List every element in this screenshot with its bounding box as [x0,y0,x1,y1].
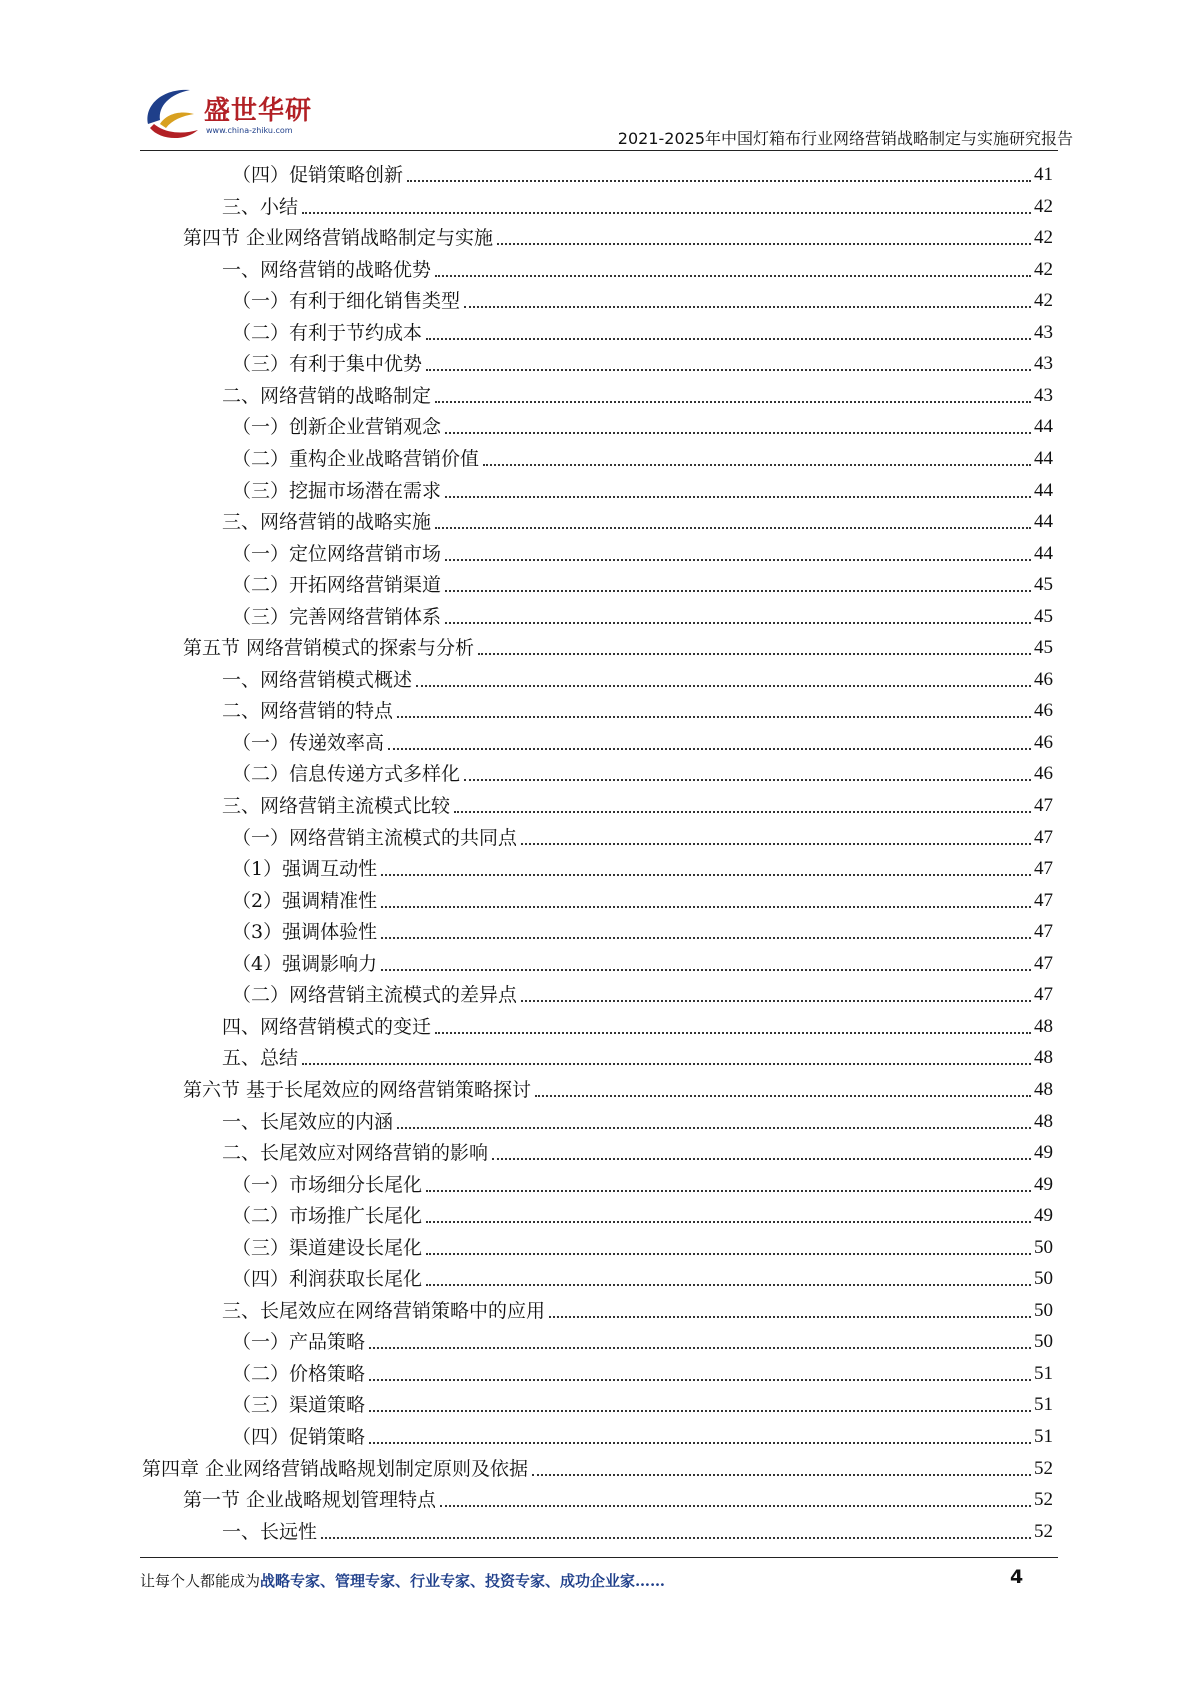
toc-entry-page: 50 [1034,1299,1053,1321]
toc-dot-leader [445,432,1031,434]
toc-entry-page: 52 [1034,1489,1053,1511]
toc-entry-label: （三）渠道建设长尾化 [232,1236,423,1259]
page-number: 4 [1010,1566,1024,1588]
toc-entry[interactable] [232,539,1053,569]
toc-dot-leader [388,748,1031,750]
toc-dot-leader [445,622,1031,624]
toc-entry-label: 三、网络营销的战略实施 [222,511,432,534]
toc-dot-leader [381,874,1031,876]
toc-entry[interactable] [232,854,1053,884]
toc-entry[interactable] [232,759,1053,789]
toc-entry-page: 44 [1034,511,1053,533]
toc-dot-leader [369,1379,1031,1381]
toc-entry[interactable] [232,160,1053,190]
toc-entry-page: 49 [1034,1173,1053,1195]
toc-dot-leader [369,1442,1031,1444]
company-logo [140,84,320,146]
toc-entry-label: 三、长尾效应在网络营销策略中的应用 [222,1299,546,1322]
toc-entry-label: （二）重构企业战略营销价值 [232,447,480,470]
toc-entry-page: 51 [1034,1426,1053,1447]
toc-entry-label: （四）促销策略创新 [232,164,404,186]
toc-entry[interactable] [222,1138,1053,1168]
toc-entry[interactable] [232,570,1053,600]
toc-dot-leader [426,1253,1031,1255]
toc-entry[interactable] [222,1296,1053,1326]
toc-entry-label: （三）完善网络营销体系 [232,605,442,628]
toc-dot-leader [454,811,1031,813]
toc-entry[interactable] [232,476,1053,506]
toc-entry[interactable] [183,633,1053,663]
toc-dot-leader [521,1000,1031,1002]
toc-dot-leader [369,1410,1031,1412]
toc-entry[interactable] [232,286,1053,316]
toc-entry-page: 44 [1034,416,1053,438]
toc-entry-page: 47 [1034,858,1053,880]
toc-entry-label: 二、长尾效应对网络营销的影响 [222,1142,489,1165]
toc-dot-leader [445,559,1031,561]
toc-entry-page: 51 [1034,1362,1053,1384]
toc-dot-leader [407,180,1031,182]
toc-entry-label: 一、网络营销模式概述 [222,668,413,691]
toc-entry-page: 45 [1034,605,1053,627]
toc-entry[interactable] [232,412,1053,442]
toc-entry-page: 46 [1034,731,1053,753]
toc-dot-leader [521,843,1031,845]
toc-entry-page: 47 [1034,889,1053,911]
toc-dot-leader [464,779,1031,781]
toc-dot-leader [483,464,1031,466]
toc-entry[interactable] [222,791,1053,821]
toc-entry-page: 47 [1034,952,1053,974]
toc-entry-label: （一）市场细分长尾化 [232,1173,423,1196]
toc-dot-leader [549,1316,1031,1318]
toc-entry-page: 48 [1034,1015,1053,1037]
toc-entry[interactable] [232,917,1053,947]
toc-dot-leader [381,969,1031,971]
toc-entry[interactable] [232,602,1053,632]
toc-entry[interactable] [222,696,1053,726]
toc-entry-label: 四、网络营销模式的变迁 [222,1015,432,1038]
toc-entry-label: （一）网络营销主流模式的共同点 [232,826,518,849]
toc-entry[interactable] [183,1075,1053,1105]
toc-entry-page: 44 [1034,447,1053,469]
toc-entry[interactable] [232,318,1053,348]
toc-entry[interactable] [222,1043,1053,1073]
toc-dot-leader [435,527,1031,529]
toc-dot-leader [321,1537,1031,1539]
toc-entry-page: 47 [1034,795,1053,816]
toc-entry-page: 50 [1034,1268,1053,1290]
toc-entry-label: 二、网络营销的战略制定 [222,384,432,407]
toc-entry-label: 二、网络营销的特点 [222,700,394,723]
toc-entry-label: （四）利润获取长尾化 [232,1268,423,1291]
toc-dot-leader [426,1190,1031,1192]
toc-entry-page: 52 [1034,1457,1053,1479]
toc-dot-leader [426,338,1031,340]
toc-entry-page: 42 [1034,227,1053,249]
page-header [0,0,1191,150]
toc-entry-page: 43 [1034,384,1053,406]
toc-entry-label: 一、长尾效应的内涵 [222,1110,394,1133]
footer-prefix: 让每个人都能成为 [140,1572,261,1590]
footer-divider [140,1557,1058,1558]
toc-entry-label: （4）强调影响力 [232,952,378,975]
toc-entry-label: （一）有利于细化销售类型 [232,290,461,313]
logo-name: 盛世华研 [204,96,313,126]
toc-entry-label: （三）有利于集中优势 [232,353,423,376]
toc-dot-leader [532,1474,1031,1476]
toc-entry[interactable] [232,1422,1053,1452]
toc-entry[interactable] [232,1327,1053,1357]
toc-dot-leader [464,306,1031,308]
toc-entry-label: 三、小结 [222,195,299,218]
toc-entry-page: 45 [1034,574,1053,596]
toc-entry[interactable] [232,886,1053,916]
toc-entry-page: 51 [1034,1394,1053,1416]
toc-dot-leader [426,369,1031,371]
toc-entry-label: （二）开拓网络营销渠道 [232,574,442,597]
toc-entry-page: 42 [1034,258,1053,280]
toc-entry-label: （一）创新企业营销观念 [232,416,442,439]
toc-entry-page: 44 [1034,542,1053,564]
toc-entry-page: 48 [1034,1110,1053,1132]
toc-entry-label: 五、总结 [222,1047,299,1070]
toc-entry-page: 47 [1034,921,1053,943]
toc-entry[interactable] [222,507,1053,537]
toc-dot-leader [381,937,1031,939]
toc-dot-leader [416,685,1031,687]
toc-dot-leader [381,906,1031,908]
toc-entry-label: （二）价格策略 [232,1362,366,1385]
toc-entry-page: 48 [1034,1047,1053,1069]
toc-entry-page: 47 [1034,826,1053,848]
footer-highlight: 战略专家、管理专家、行业专家、投资专家、成功企业家…… [260,1572,666,1590]
toc-entry-page: 49 [1034,1205,1053,1227]
toc-entry[interactable] [232,1390,1053,1420]
toc-entry-page: 48 [1034,1078,1053,1100]
toc-dot-leader [369,1347,1031,1349]
toc-entry-page: 49 [1034,1142,1053,1164]
toc-entry[interactable] [232,728,1053,758]
toc-entry-label: 第五节 网络营销模式的探索与分析 [183,637,475,660]
toc-entry[interactable] [183,1485,1053,1515]
toc-entry[interactable] [222,1517,1053,1547]
toc-entry[interactable] [222,1012,1053,1042]
toc-dot-leader [426,1284,1031,1286]
toc-entry-label: （一）定位网络营销市场 [232,542,442,565]
toc-entry[interactable] [232,1233,1053,1263]
toc-entry[interactable] [232,1170,1053,1200]
toc-entry-label: 一、网络营销的战略优势 [222,258,432,281]
toc-entry[interactable] [232,823,1053,853]
toc-entry[interactable] [232,980,1053,1010]
toc-entry-label: 一、长远性 [222,1520,318,1543]
toc-entry-label: 第四章 企业网络营销战略规划制定原则及依据 [142,1457,529,1480]
toc-entry[interactable] [222,665,1053,695]
toc-entry-label: （四）促销策略 [232,1426,366,1448]
toc-entry[interactable] [232,949,1053,979]
toc-entry-page: 50 [1034,1331,1053,1353]
toc-entry-page: 50 [1034,1236,1053,1258]
toc-entry-label: （一）产品策略 [232,1331,366,1354]
toc-entry-label: （二）网络营销主流模式的差异点 [232,984,518,1007]
toc-dot-leader [535,1095,1031,1097]
toc-dot-leader [497,243,1031,245]
toc-entry-page: 52 [1034,1520,1053,1542]
toc-entry-label: （3）强调体验性 [232,921,378,944]
toc-dot-leader [302,212,1031,214]
toc-entry-page: 41 [1034,164,1053,185]
toc-entry[interactable] [232,1201,1053,1231]
toc-entry[interactable] [232,1359,1053,1389]
toc-entry-label: 第六节 基于长尾效应的网络营销策略探讨 [183,1078,532,1101]
toc-dot-leader [445,496,1031,498]
toc-entry[interactable] [142,1454,1053,1484]
toc-entry-page: 43 [1034,321,1053,343]
toc-entry[interactable] [232,349,1053,379]
logo-swoosh-icon [140,84,204,146]
toc-dot-leader [492,1158,1031,1160]
toc-entry-page: 44 [1034,479,1053,501]
toc-entry-page: 43 [1034,353,1053,375]
toc-entry[interactable] [232,1264,1053,1294]
toc-entry-label: 三、网络营销主流模式比较 [222,795,451,817]
toc-entry-label: （二）市场推广长尾化 [232,1205,423,1228]
toc-dot-leader [397,716,1031,718]
toc-entry-label: （二）有利于节约成本 [232,321,423,344]
toc-entry-page: 45 [1034,637,1053,659]
toc-entry[interactable] [232,444,1053,474]
header-divider [140,150,1058,151]
toc-entry-page: 46 [1034,763,1053,785]
toc-entry-label: （三）挖掘市场潜在需求 [232,479,442,502]
toc-entry-label: 第四节 企业网络营销战略制定与实施 [183,227,494,250]
document-title: 2021-2025年中国灯箱布行业网络营销战略制定与实施研究报告 [617,129,1073,148]
toc-dot-leader [445,590,1031,592]
toc-entry-label: （1）强调互动性 [232,858,378,881]
toc-entry-page: 47 [1034,984,1053,1006]
toc-entry[interactable] [222,192,1053,222]
toc-entry-page: 46 [1034,700,1053,722]
toc-dot-leader [426,1221,1031,1223]
toc-dot-leader [440,1505,1031,1507]
toc-entry[interactable] [222,255,1053,285]
toc-dot-leader [397,1127,1031,1129]
toc-entry-page: 42 [1034,195,1053,217]
toc-dot-leader [435,401,1031,403]
toc-entry-page: 46 [1034,668,1053,690]
toc-entry-page: 42 [1034,290,1053,312]
toc-entry[interactable] [222,381,1053,411]
logo-url: www.china-zhiku.com [206,126,293,135]
toc-entry-label: （三）渠道策略 [232,1394,366,1417]
toc-dot-leader [435,1032,1031,1034]
toc-entry[interactable] [183,223,1053,253]
toc-entry-label: 第一节 企业战略规划管理特点 [183,1489,437,1512]
toc-entry-label: （二）信息传递方式多样化 [232,763,461,786]
toc-dot-leader [478,653,1031,655]
toc-dot-leader [435,275,1031,277]
footer-slogan [140,1570,665,1591]
toc-entry-label: （2）强调精准性 [232,889,378,912]
toc-entry-label: （一）传递效率高 [232,731,385,754]
toc-entry[interactable] [222,1107,1053,1137]
toc-dot-leader [302,1063,1031,1065]
